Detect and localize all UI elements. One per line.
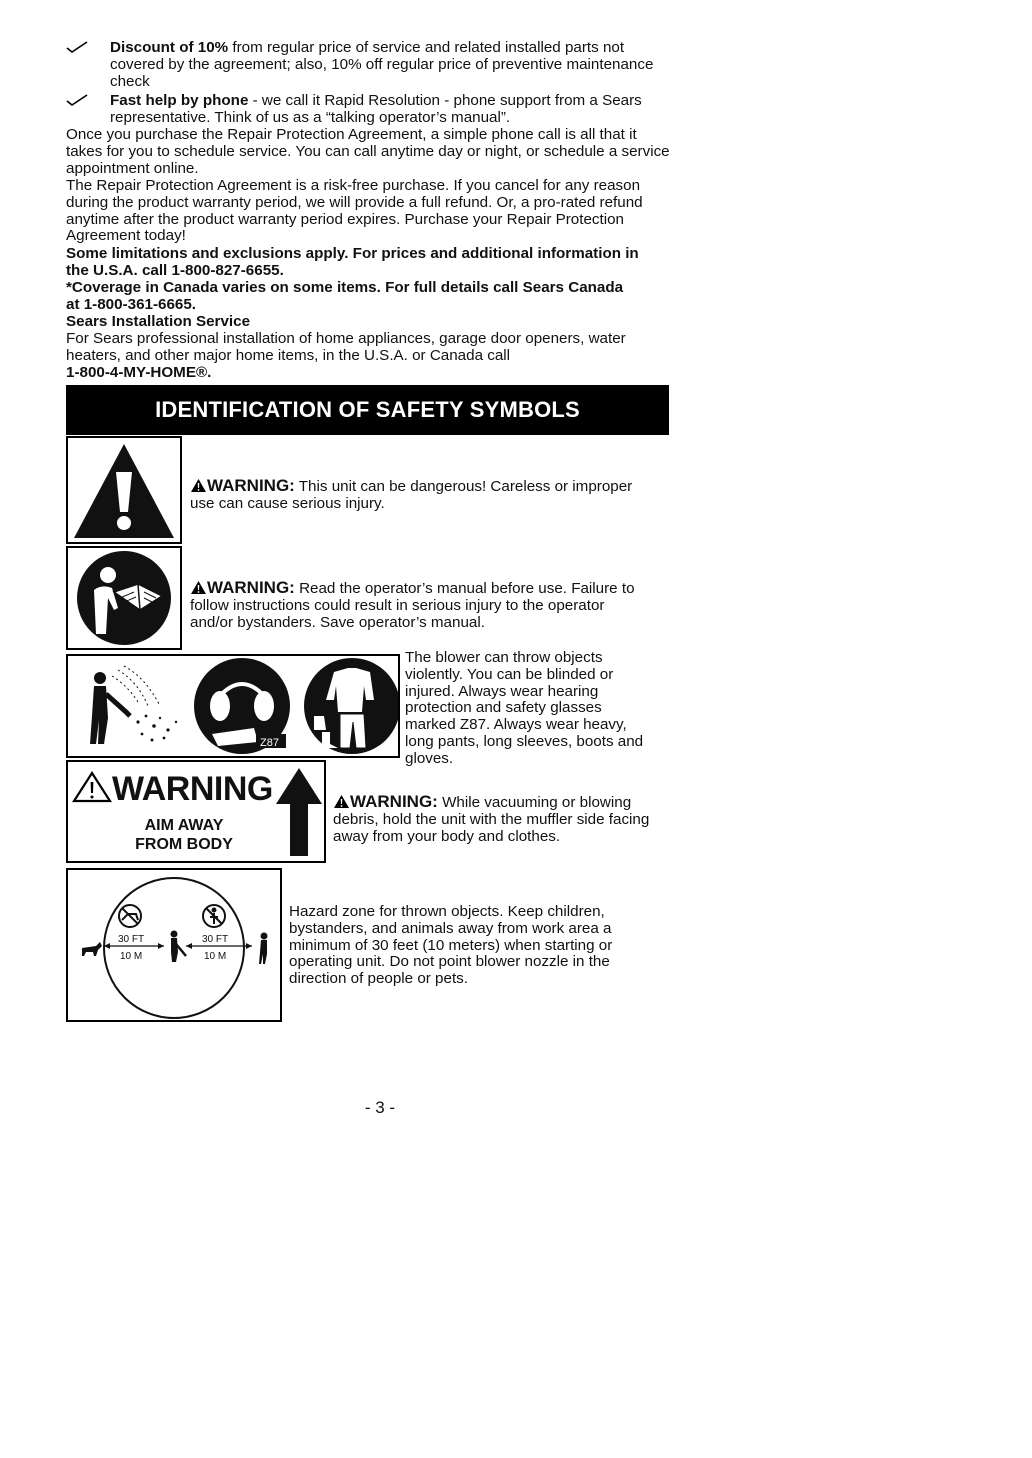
danger-symbol-box <box>66 436 182 544</box>
paragraph-schedule: Once you purchase the Repair Protection Agreement, a simple phone call is all that it takes for you to schedule service. You can call anytime day or night, or schedule a service appointment online. <box>66 126 670 177</box>
danger-text: This unit can be dangerous! Careless or improper use can cause serious injury. <box>190 478 633 512</box>
ppe-symbol-box <box>66 654 400 758</box>
danger-warning <box>190 478 650 513</box>
hazard-zone-box <box>66 868 282 1022</box>
z87-label: Z87 <box>260 737 279 749</box>
page-number: - 3 - <box>364 1098 396 1117</box>
bullet-fast-help <box>66 93 666 127</box>
ppe-text: The blower can throw objects violently. You can be blinded or injured. Always wear hearing protection and safety glasses marked Z87. Always wear heavy, long pants, long sleeves, boots and gloves. <box>405 649 644 767</box>
check-mark-icon <box>66 93 88 111</box>
distance-ft-right: 30 FT <box>202 934 229 945</box>
bullet-text: - we call it Rapid Resolution - phone support from a Sears representative. Think of us as a “talking operator’s manual”. <box>110 92 642 126</box>
installation-text: For Sears professional installation of home appliances, garage door openers, water heaters, and other major home items, in the U.S.A. or Canada call <box>66 330 626 364</box>
bullet-discount <box>66 40 666 90</box>
read-manual-icon <box>68 548 180 648</box>
distance-m-left: 10 M <box>120 951 143 962</box>
warning-triangle-icon <box>190 478 207 495</box>
aim-warning-title: WARNING <box>112 770 273 808</box>
warning-label: WARNING: <box>350 792 438 811</box>
aim-away-box <box>66 760 326 863</box>
check-mark-icon <box>66 40 88 58</box>
hazard-text: Hazard zone for thrown objects. Keep children, bystanders, and animals away from work area a minimum of 30 feet (10 meters) when starting or operating unit. Do not point blower nozzle in the direction of people or pets. <box>289 903 613 988</box>
distance-ft-left: 30 FT <box>118 934 145 945</box>
warning-label: WARNING: <box>207 578 295 597</box>
vacuum-text: While vacuuming or blowing debris, hold the unit with the muffler side facing away from your body and clothes. <box>333 794 650 845</box>
manual-warning <box>190 580 640 631</box>
installation-heading: Sears Installation Service <box>66 313 251 330</box>
canada-note: *Coverage in Canada varies on some items. For full details call Sears Canada at 1-800-361-6665. <box>66 279 624 313</box>
thrown-objects-ppe-icon <box>68 656 398 756</box>
aim-warning-heading <box>72 770 273 809</box>
manual-text: Read the operator’s manual before use. Failure to follow instructions could result in serious injury to the operator and/or bystanders. Save operator’s manual. <box>190 580 635 631</box>
bullet-lead: Fast help by phone <box>110 92 249 109</box>
manual-symbol-box <box>66 546 182 650</box>
section-title: IDENTIFICATION OF SAFETY SYMBOLS <box>66 385 669 435</box>
distance-m-right: 10 M <box>204 951 227 962</box>
warning-triangle-icon <box>190 580 207 597</box>
installation-phone: 1-800-4-MY-HOME®. <box>66 364 212 381</box>
aim-away-instruction <box>104 816 264 854</box>
warning-outline-icon <box>72 770 112 808</box>
limitations-note: Some limitations and exclusions apply. For prices and additional information in the U.S.A. call 1-800-827-6655. <box>66 245 639 279</box>
vacuum-warning <box>333 794 663 845</box>
warning-triangle-icon <box>333 794 350 811</box>
bullet-text: from regular price of service and related installed parts not covered by the agreement; also, 10% off regular price of preventive maintenance check <box>110 39 654 90</box>
warning-label: WARNING: <box>207 476 295 495</box>
exclamation-triangle-icon <box>68 438 180 542</box>
bullet-lead: Discount of 10% <box>110 39 229 56</box>
arrow-up-icon <box>274 766 324 858</box>
aim-line-2: FROM BODY <box>135 836 233 853</box>
paragraph-risk-free: The Repair Protection Agreement is a risk-free purchase. If you cancel for any reason during the product warranty period, we will provide a full refund. Or, a pro-rated refund anytime after the product warranty period expires. Purchase your Repair Protection Agreement today! <box>66 177 643 245</box>
aim-line-1: AIM AWAY <box>144 817 224 834</box>
hazard-zone-icon <box>68 870 280 1020</box>
